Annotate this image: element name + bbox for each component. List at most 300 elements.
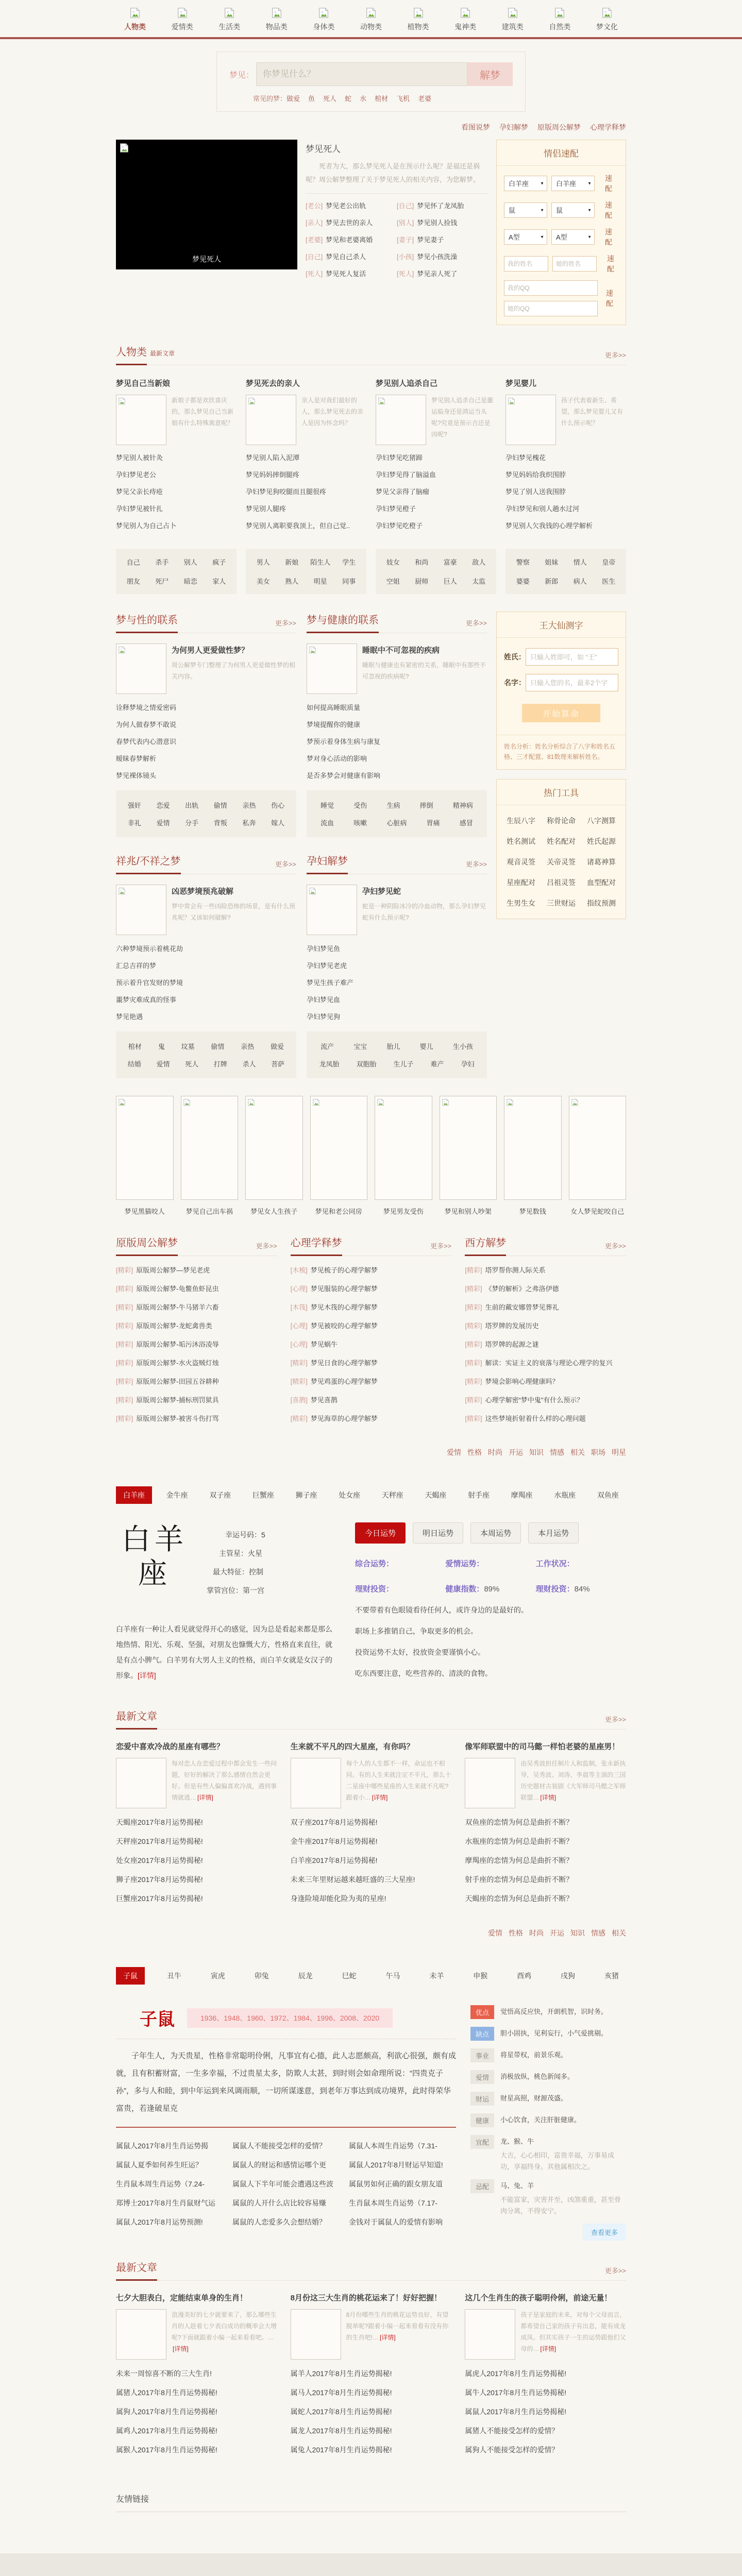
featured-link[interactable]: 梦见死人复活 — [326, 270, 366, 278]
article-link[interactable]: 梦见别人离职要我顶上，但自己觉.. — [246, 522, 350, 530]
featured-link[interactable]: 梦见小孩洗澡 — [417, 253, 458, 261]
my-name-input[interactable] — [504, 256, 548, 272]
article-link[interactable]: 属鸡人2017年8月生肖运势揭秘! — [116, 2427, 217, 2435]
tool-link[interactable]: 生男生女 — [507, 899, 535, 907]
detail-link[interactable]: [详情] — [540, 2345, 556, 2352]
article-link[interactable]: 孕妇梦见被针扎 — [116, 505, 163, 513]
tag-link[interactable]: 生小孩 — [452, 1043, 473, 1050]
tag-link[interactable]: 亲热 — [242, 802, 256, 809]
tag-link[interactable]: 打牌 — [213, 1060, 227, 1068]
her-name-input[interactable] — [552, 256, 597, 272]
article-title-link[interactable]: 生来就不平凡的四大星座，有你吗？ — [290, 1742, 414, 1751]
article-title-link[interactable]: 为何男人更爱做性梦？ — [172, 646, 249, 655]
tag-link[interactable]: 同事 — [342, 578, 356, 585]
tag-link[interactable]: 私奔 — [242, 819, 256, 827]
nav-item[interactable] — [352, 7, 390, 32]
gallery-image[interactable] — [440, 1096, 497, 1200]
article-link[interactable]: 如何提高睡眠质量 — [307, 704, 361, 711]
horoscope-tab[interactable]: 水瓶座 — [554, 1491, 576, 1499]
tag-link[interactable]: 妓女 — [386, 558, 400, 566]
tool-link[interactable]: 称骨论命 — [547, 817, 576, 825]
article-title-link[interactable]: 梦见死去的亲人 — [246, 379, 300, 388]
article-link[interactable]: 水瓶座的恋情为何总是曲折不断？ — [465, 1837, 574, 1845]
tag-link[interactable]: 胃痛 — [426, 819, 440, 827]
article-link[interactable]: 属马人2017年8月生肖运势揭秘! — [290, 2388, 392, 2397]
tag-link[interactable]: 美女 — [256, 578, 270, 585]
article-link[interactable]: 天秤座2017年8月运势揭秘! — [116, 1837, 203, 1845]
tool-link[interactable]: 八字测算 — [587, 817, 616, 825]
article-link[interactable]: 孕妇梦见槐花 — [505, 454, 546, 462]
article-link[interactable]: 噩梦灾难成真的怪事 — [116, 996, 177, 1004]
article-title-link[interactable]: 梦见别人追杀自己 — [376, 379, 438, 388]
article-link[interactable]: 《梦的解析》之弗洛伊德 — [485, 1285, 559, 1293]
tag-link[interactable]: 强奸 — [127, 802, 141, 809]
article-link[interactable]: 塔罗帮你测人际关系 — [485, 1266, 546, 1274]
article-title-link[interactable]: 恋爱中喜欢冷战的星座有哪些？ — [116, 1742, 225, 1751]
zodiac-tab[interactable]: 丑牛 — [166, 1972, 181, 1980]
tag-link[interactable]: 偷情 — [213, 802, 227, 809]
article-link[interactable]: 属鼠人不能接受怎样的爱情？ — [232, 2142, 326, 2150]
article-link[interactable]: 属狗人2017年8月生肖运势揭秘! — [116, 2408, 217, 2416]
tag-link[interactable]: 爱情 — [156, 1060, 170, 1068]
gallery-image[interactable] — [245, 1096, 303, 1200]
article-thumbnail[interactable] — [307, 643, 357, 694]
horoscope-tab[interactable]: 白羊座 — [116, 1486, 152, 1504]
gallery-image[interactable] — [116, 1096, 174, 1200]
tool-link[interactable]: 星座配对 — [507, 878, 535, 887]
article-link[interactable]: 为何人做春梦不敢说 — [116, 721, 177, 728]
tag-link[interactable]: 结婚 — [127, 1060, 141, 1068]
article-link[interactable]: 梦见别人为自己占卜 — [116, 522, 177, 530]
detail-link[interactable]: [详情] — [540, 1794, 556, 1801]
detail-link[interactable]: [详情] — [380, 2334, 396, 2341]
article-link[interactable]: 巨蟹座2017年8月运势揭秘! — [116, 1894, 203, 1903]
article-link[interactable]: 未来一周惊喜不断的三大生肖! — [116, 2369, 212, 2378]
match-button[interactable]: 速配 — [606, 289, 613, 308]
gallery-caption-link[interactable]: 梦见自己出车祸 — [185, 1208, 233, 1215]
article-link[interactable]: 梦见父亲长痔疮 — [116, 488, 163, 496]
article-link[interactable]: 塔罗牌的发展历史 — [485, 1322, 539, 1330]
couple-match-left-select[interactable] — [504, 229, 547, 245]
article-link[interactable]: 属鼠人2017年8月生肖运势揭 — [116, 2142, 208, 2150]
tag-link[interactable]: 双胞胎 — [356, 1060, 377, 1068]
more-link[interactable]: 更多>> — [465, 619, 487, 627]
article-link[interactable]: 梦见别人被针灸 — [116, 454, 163, 462]
tag-link[interactable]: 流产 — [321, 1043, 334, 1050]
search-button[interactable]: 解梦 — [467, 62, 513, 86]
gallery-caption-link[interactable]: 梦见黑猫咬人 — [124, 1208, 165, 1215]
tag-link[interactable]: 婴儿 — [419, 1043, 433, 1050]
nav-item[interactable] — [446, 7, 484, 32]
article-link[interactable]: 处女座2017年8月运势揭秘! — [116, 1856, 203, 1865]
couple-match-left-select[interactable] — [504, 176, 547, 191]
article-link[interactable]: 春梦代表内心潜意识 — [116, 738, 177, 745]
article-link[interactable]: 天蝎座2017年8月运势揭秘! — [116, 1818, 203, 1826]
article-link[interactable]: 属鼠人2017年8月财运早知道! — [349, 2161, 443, 2169]
tag-link[interactable]: 恋爱 — [156, 802, 170, 809]
tool-link[interactable]: 生辰八字 — [507, 817, 535, 825]
detail-link[interactable]: [详情] — [372, 1794, 388, 1801]
featured-link[interactable]: 梦见老公出轨 — [326, 202, 366, 210]
article-link[interactable]: 属猪人不能接受怎样的爱情？ — [465, 2427, 559, 2435]
article-link[interactable]: 属鼠人2017年8月生肖运势揭秘! — [465, 2408, 567, 2416]
tag-link[interactable]: 嫁人 — [271, 819, 285, 827]
article-thumbnail[interactable] — [116, 395, 166, 445]
tag-link[interactable]: 别人 — [183, 558, 197, 566]
tag-link[interactable]: 爱情 — [447, 1448, 461, 1456]
tag-link[interactable]: 病人 — [573, 578, 587, 585]
search-input[interactable] — [256, 62, 467, 86]
article-link[interactable]: 属鼠的人开什么店比较容易赚 — [232, 2199, 326, 2207]
featured-link[interactable]: 梦见妻子 — [417, 236, 444, 244]
period-tab[interactable]: 本周运势 — [470, 1522, 521, 1544]
article-link[interactable]: 梦见艳遇 — [116, 1013, 143, 1021]
horoscope-tab[interactable]: 处女座 — [339, 1491, 361, 1499]
tag-link[interactable]: 自己 — [126, 558, 140, 566]
more-link[interactable]: 更多>> — [275, 619, 296, 627]
article-link[interactable]: 梦见日食的心理学解梦 — [310, 1359, 378, 1367]
article-link[interactable]: 诠释梦境之情爱密码 — [116, 704, 177, 711]
article-link[interactable]: 属鼠人的财运和感情运哪个更 — [232, 2161, 326, 2169]
more-link[interactable]: 更多>> — [604, 351, 626, 359]
article-link[interactable]: 金牛座2017年8月运势揭秘! — [290, 1837, 378, 1845]
article-link[interactable]: 属蛇人2017年8月生肖运势揭秘! — [290, 2408, 392, 2416]
tag-link[interactable]: 皇帝 — [602, 558, 616, 566]
tag-link[interactable]: 开运 — [550, 1929, 564, 1937]
article-link[interactable]: 六种梦境预示着桃花劫 — [116, 945, 183, 953]
tag-link[interactable]: 伤心 — [271, 802, 285, 809]
tool-link[interactable]: 姓名测试 — [507, 837, 535, 845]
article-link[interactable]: 郑博士2017年8月生肖鼠财气运 — [116, 2199, 215, 2207]
article-link[interactable]: 梦境提醒你的健康 — [307, 721, 361, 728]
tag-link[interactable]: 死尸 — [155, 578, 169, 585]
article-link[interactable]: 梦预示着身体生病与康复 — [307, 738, 381, 745]
tag-link[interactable]: 太监 — [472, 578, 486, 585]
period-tab[interactable]: 本月运势 — [528, 1522, 579, 1544]
zodiac-tab[interactable]: 午马 — [385, 1972, 400, 1980]
gallery-image[interactable] — [569, 1096, 627, 1200]
tag-link[interactable]: 知识 — [529, 1448, 544, 1456]
article-link[interactable]: 生肖鼠本周生肖运势（7.17- — [349, 2199, 437, 2207]
article-link[interactable]: 原版周公解梦-捕标刑罚狱具 — [136, 1396, 219, 1404]
nav-item[interactable] — [210, 7, 248, 32]
tag-link[interactable]: 厨师 — [415, 578, 429, 585]
article-link[interactable]: 孕妇梦见老公 — [116, 471, 157, 479]
article-link[interactable]: 梦境会影响心理健康吗？ — [485, 1378, 559, 1385]
article-link[interactable]: 梦见喜鹊 — [310, 1396, 338, 1404]
article-link[interactable]: 原版周公解梦-被害斗伤打骂 — [136, 1415, 219, 1422]
tag-link[interactable]: 菩萨 — [271, 1060, 285, 1068]
article-title-link[interactable]: 孕妇梦见蛇 — [362, 887, 401, 896]
zodiac-tab[interactable]: 卯兔 — [254, 1972, 269, 1980]
tag-link[interactable]: 陌生人 — [310, 558, 331, 566]
article-title-link[interactable]: 梦见婴儿 — [505, 379, 537, 388]
couple-match-right-select[interactable] — [551, 176, 595, 191]
tool-link[interactable]: 观音灵签 — [507, 858, 535, 866]
tag-link[interactable]: 富豪 — [443, 558, 457, 566]
article-thumbnail[interactable] — [291, 2309, 341, 2360]
tag-link[interactable]: 咳嗽 — [353, 819, 367, 827]
article-link[interactable]: 孕妇梦见吃橙子 — [376, 522, 423, 530]
tag-link[interactable]: 出轨 — [185, 802, 199, 809]
article-thumbnail[interactable] — [116, 2309, 166, 2360]
gallery-caption-link[interactable]: 梦见和老公同房 — [315, 1208, 362, 1215]
article-link[interactable]: 孕妇梦见狗 — [307, 1013, 341, 1021]
article-link[interactable]: 梦见被咬的心理学解梦 — [310, 1322, 378, 1330]
featured-link[interactable]: 梦见自己杀人 — [326, 253, 366, 261]
article-thumbnail[interactable] — [246, 395, 296, 445]
tag-link[interactable]: 爱情 — [156, 819, 170, 827]
article-link[interactable]: 天蝎座的恋情为何总是曲折不断？ — [465, 1894, 574, 1903]
tag-link[interactable]: 情人 — [573, 558, 587, 566]
horoscope-tab[interactable]: 天秤座 — [381, 1491, 403, 1499]
article-link[interactable]: 梦见木筏的心理学解梦 — [310, 1303, 378, 1311]
tag-link[interactable]: 感冒 — [459, 819, 473, 827]
couple-match-right-select[interactable] — [551, 229, 595, 245]
article-link[interactable]: 梦见别人欠我钱的心理学解析 — [505, 522, 593, 530]
tag-link[interactable]: 空姐 — [386, 578, 400, 585]
common-dream-link[interactable]: 做爱 — [286, 95, 300, 103]
couple-match-right-select[interactable] — [551, 202, 595, 218]
article-link[interactable]: 梦见梳子的心理学解梦 — [310, 1266, 378, 1274]
tag-link[interactable]: 婆婆 — [516, 578, 530, 585]
article-link[interactable]: 孕妇梦见狗咬腿而且腿很疼 — [246, 488, 327, 496]
tag-link[interactable]: 暗恋 — [183, 578, 197, 585]
article-link[interactable]: 未来三年里财运越来越旺盛的三大星座! — [290, 1875, 415, 1884]
gallery-caption-link[interactable]: 梦见和别人吵架 — [444, 1208, 492, 1215]
common-dream-link[interactable]: 鱼 — [308, 95, 315, 103]
tag-link[interactable]: 和尚 — [415, 558, 429, 566]
tag-link[interactable]: 杀人 — [242, 1060, 256, 1068]
article-title-link[interactable]: 七夕大胆表白，定能结束单身的生肖！ — [116, 2294, 248, 2302]
featured-link[interactable]: 梦见怀了龙凤胎 — [417, 202, 464, 210]
horoscope-tab[interactable]: 双子座 — [209, 1491, 231, 1499]
tag-link[interactable]: 男人 — [256, 558, 270, 566]
start-fortune-button[interactable]: 开始算命 — [522, 704, 600, 722]
article-thumbnail[interactable] — [307, 885, 357, 935]
tag-link[interactable]: 宝宝 — [353, 1043, 367, 1050]
article-link[interactable]: 心理学解密“梦中鬼”有什么预示？ — [485, 1396, 584, 1404]
tag-link[interactable]: 生病 — [386, 802, 400, 809]
article-link[interactable]: 梦见生孩子难产 — [307, 979, 354, 987]
article-link[interactable]: 属羊人2017年8月生肖运势揭秘! — [290, 2369, 392, 2378]
quick-link[interactable]: 原版周公解梦 — [537, 123, 581, 131]
tool-link[interactable]: 血型配对 — [587, 878, 616, 887]
article-link[interactable]: 摩羯座的恋情为何总是曲折不断？ — [465, 1856, 574, 1865]
article-link[interactable]: 属鼠人本周生肖运势（7.31- — [349, 2142, 437, 2150]
article-link[interactable]: 属狗人不能接受怎样的爱情？ — [465, 2446, 559, 2454]
gallery-image[interactable] — [375, 1096, 432, 1200]
more-link[interactable]: 更多>> — [604, 2267, 626, 2275]
article-link[interactable]: 孕妇梦见和别人趟水过河 — [505, 505, 580, 513]
article-link[interactable]: 属鼠人夏季如何养生旺运？ — [116, 2161, 203, 2169]
article-link[interactable]: 原版周公解梦-垢污沐浴凌辱 — [136, 1341, 219, 1348]
article-link[interactable]: 暧昧春梦解析 — [116, 755, 157, 762]
tool-link[interactable]: 指纹预测 — [587, 899, 616, 907]
horoscope-tab[interactable]: 狮子座 — [295, 1491, 317, 1499]
more-link[interactable]: 更多>> — [465, 860, 487, 868]
tag-link[interactable]: 相关 — [570, 1448, 585, 1456]
tag-link[interactable]: 非礼 — [127, 819, 141, 827]
article-link[interactable]: 梦见别人陷入泥潭 — [246, 454, 300, 462]
article-link[interactable]: 梦见鸡蛋的心理学解梦 — [310, 1378, 378, 1385]
featured-link[interactable]: 梦见和老婆离婚 — [326, 236, 373, 244]
tag-link[interactable]: 做爱 — [271, 1043, 284, 1050]
article-link[interactable]: 孕妇梦见得了脑溢血 — [376, 471, 436, 479]
article-link[interactable]: 属鼠的人恋爱多久会想结婚？ — [232, 2218, 326, 2226]
zodiac-tab[interactable]: 巳蛇 — [342, 1972, 357, 1980]
common-dream-link[interactable]: 老婆 — [418, 95, 432, 103]
period-tab[interactable]: 今日运势 — [355, 1522, 406, 1544]
nav-item[interactable] — [588, 7, 626, 32]
tag-link[interactable]: 睡觉 — [321, 802, 334, 809]
common-dream-link[interactable]: 飞机 — [396, 95, 410, 103]
tag-link[interactable]: 情感 — [550, 1448, 564, 1456]
tag-link[interactable]: 开运 — [509, 1448, 523, 1456]
tag-link[interactable]: 流血 — [321, 819, 334, 827]
article-thumbnail[interactable] — [116, 643, 166, 694]
detail-link[interactable]: [详情] — [197, 1794, 213, 1801]
tag-link[interactable]: 时尚 — [488, 1448, 502, 1456]
givenname-input[interactable] — [526, 674, 618, 691]
article-link[interactable]: 梦对身心活动的影响 — [307, 755, 367, 762]
article-thumbnail[interactable] — [505, 395, 556, 445]
tool-link[interactable]: 三世财运 — [547, 899, 576, 907]
tag-link[interactable]: 相关 — [612, 1929, 626, 1937]
tag-link[interactable]: 龙凤胎 — [319, 1060, 340, 1068]
tag-link[interactable]: 明星 — [612, 1448, 626, 1456]
article-thumbnail[interactable] — [116, 885, 166, 935]
tag-link[interactable]: 生儿子 — [393, 1060, 414, 1068]
more-link[interactable]: 更多>> — [604, 1716, 626, 1723]
article-link[interactable]: 属兔人2017年8月生肖运势揭秘! — [290, 2446, 392, 2454]
detail-link[interactable]: [详情] — [173, 2345, 189, 2352]
surname-input[interactable] — [526, 648, 618, 666]
match-button[interactable]: 速配 — [605, 174, 612, 193]
tag-link[interactable]: 受伤 — [353, 802, 367, 809]
tag-link[interactable]: 精神病 — [452, 802, 473, 809]
article-link[interactable]: 属虎人2017年8月生肖运势揭秘! — [465, 2369, 567, 2378]
article-link[interactable]: 梦见裸体镜头 — [116, 772, 157, 779]
article-link[interactable]: 狮子座2017年8月运势揭秘! — [116, 1875, 203, 1884]
article-title-link[interactable]: 凶恶梦境预兆破解 — [172, 887, 234, 896]
featured-image[interactable] — [116, 140, 297, 269]
zodiac-tab[interactable]: 申猴 — [473, 1972, 488, 1980]
match-button[interactable]: 速配 — [605, 201, 612, 219]
featured-link[interactable]: 梦见亲人死了 — [417, 270, 458, 278]
tag-link[interactable]: 心脏病 — [386, 819, 407, 827]
horoscope-tab[interactable]: 天蝎座 — [425, 1491, 447, 1499]
horoscope-tab[interactable]: 双鱼座 — [597, 1491, 619, 1499]
article-link[interactable]: 双鱼座的恋情为何总是曲折不断？ — [465, 1818, 574, 1826]
quick-link[interactable]: 孕妇解梦 — [499, 123, 528, 131]
tool-link[interactable]: 关帝灵签 — [547, 858, 576, 866]
article-link[interactable]: 属鼠人下半年可能会遭遇这些波 — [232, 2180, 333, 2188]
tag-link[interactable]: 新郎 — [545, 578, 559, 585]
article-title-link[interactable]: 8月份这三大生肖的桃花运来了！好好把握！ — [290, 2294, 442, 2302]
tag-link[interactable]: 杀手 — [155, 558, 169, 566]
tag-link[interactable]: 敌人 — [472, 558, 486, 566]
article-link[interactable]: 属龙人2017年8月生肖运势揭秘! — [290, 2427, 392, 2435]
zodiac-tab[interactable]: 子鼠 — [116, 1967, 145, 1985]
article-link[interactable]: 射手座的恋情为何总是曲折不断？ — [465, 1875, 574, 1884]
tag-link[interactable]: 偷情 — [211, 1043, 225, 1050]
gallery-caption-link[interactable]: 梦见数钱 — [519, 1208, 546, 1215]
detail-link[interactable]: [详情] — [138, 1671, 156, 1680]
article-link[interactable]: 孕妇梦见鱼 — [307, 945, 341, 953]
article-thumbnail[interactable] — [465, 2309, 515, 2360]
article-link[interactable]: 原版周公解梦-龙蛇禽兽类 — [136, 1322, 212, 1330]
more-link[interactable]: 更多>> — [430, 1242, 452, 1250]
tag-link[interactable]: 性格 — [509, 1929, 523, 1937]
tag-link[interactable]: 学生 — [342, 558, 356, 566]
tag-link[interactable]: 情感 — [591, 1929, 605, 1937]
tag-link[interactable]: 孕妇 — [461, 1060, 475, 1068]
zodiac-tab[interactable]: 寅虎 — [210, 1972, 225, 1980]
article-link[interactable]: 塔罗牌的起源之谜 — [485, 1341, 539, 1348]
article-link[interactable]: 原版周公解梦-牛马猪羊六畜 — [136, 1303, 219, 1311]
article-thumbnail[interactable] — [116, 1758, 166, 1808]
article-title-link[interactable]: 这几个生肖生的孩子聪明伶俐，前途无量！ — [465, 2294, 612, 2302]
tag-link[interactable]: 难产 — [430, 1060, 444, 1068]
article-link[interactable]: 孕妇梦见老虎 — [307, 962, 347, 970]
article-thumbnail[interactable] — [465, 1758, 515, 1808]
tool-link[interactable]: 姓名配对 — [547, 837, 576, 845]
tag-link[interactable]: 朋友 — [126, 578, 140, 585]
article-link[interactable]: 身逢险境却能化险为夷的星座! — [290, 1894, 386, 1903]
her-qq-input[interactable] — [504, 301, 598, 316]
featured-link[interactable]: 梦见别人捡钱 — [417, 219, 458, 227]
article-link[interactable]: 属猴人2017年8月生肖运势揭秘! — [116, 2446, 217, 2454]
gallery-caption-link[interactable]: 女人梦见蛇咬自己 — [570, 1208, 625, 1215]
zodiac-tab[interactable]: 酉鸡 — [517, 1972, 532, 1980]
tag-link[interactable]: 棺材 — [128, 1043, 142, 1050]
tag-link[interactable]: 分手 — [185, 819, 199, 827]
article-link[interactable]: 梦见妈妈摔倒腿疼 — [246, 471, 300, 479]
gallery-image[interactable] — [310, 1096, 368, 1200]
couple-match-left-select[interactable] — [504, 202, 547, 218]
article-link[interactable]: 原版周公解梦—梦见老虎 — [136, 1266, 210, 1274]
article-link[interactable]: 是否多梦会对健康有影响 — [307, 772, 381, 779]
tool-link[interactable]: 吕祖灵签 — [547, 878, 576, 887]
article-link[interactable]: 梦见了别人送我围脖 — [505, 488, 566, 496]
article-link[interactable]: 梦见别人腿疼 — [246, 505, 286, 513]
common-dream-link[interactable]: 棺材 — [375, 95, 389, 103]
match-button[interactable]: 速配 — [607, 255, 614, 273]
article-link[interactable]: 汇总吉祥的梦 — [116, 962, 157, 970]
nav-item[interactable] — [494, 7, 532, 32]
nav-item[interactable] — [116, 7, 154, 32]
tag-link[interactable]: 熟人 — [285, 578, 299, 585]
article-link[interactable]: 预示着升官发财的梦境 — [116, 979, 183, 987]
article-link[interactable]: 金钱对于属鼠人的爱情有影响 — [349, 2218, 443, 2226]
gallery-caption-link[interactable]: 梦见男友受伤 — [383, 1208, 424, 1215]
tag-link[interactable]: 家人 — [212, 578, 226, 585]
article-link[interactable]: 属猪人2017年8月生肖运势揭秘! — [116, 2388, 217, 2397]
featured-link[interactable]: 梦见去世的亲人 — [326, 219, 373, 227]
article-link[interactable]: 双子座2017年8月运势揭秘! — [290, 1818, 378, 1826]
tag-link[interactable]: 死人 — [185, 1060, 199, 1068]
my-qq-input[interactable] — [504, 280, 598, 296]
article-link[interactable]: 原版周公解梦-田园五谷耕种 — [136, 1378, 219, 1385]
more-link[interactable]: 更多>> — [275, 860, 296, 868]
common-dream-link[interactable]: 死人 — [323, 95, 337, 103]
tag-link[interactable]: 背叛 — [213, 819, 227, 827]
nav-item[interactable] — [399, 7, 437, 32]
tag-link[interactable]: 知识 — [570, 1929, 585, 1937]
article-link[interactable]: 原版周公解梦-龟鳖鱼虾昆虫 — [136, 1285, 219, 1293]
tool-link[interactable]: 诸葛神算 — [587, 858, 616, 866]
